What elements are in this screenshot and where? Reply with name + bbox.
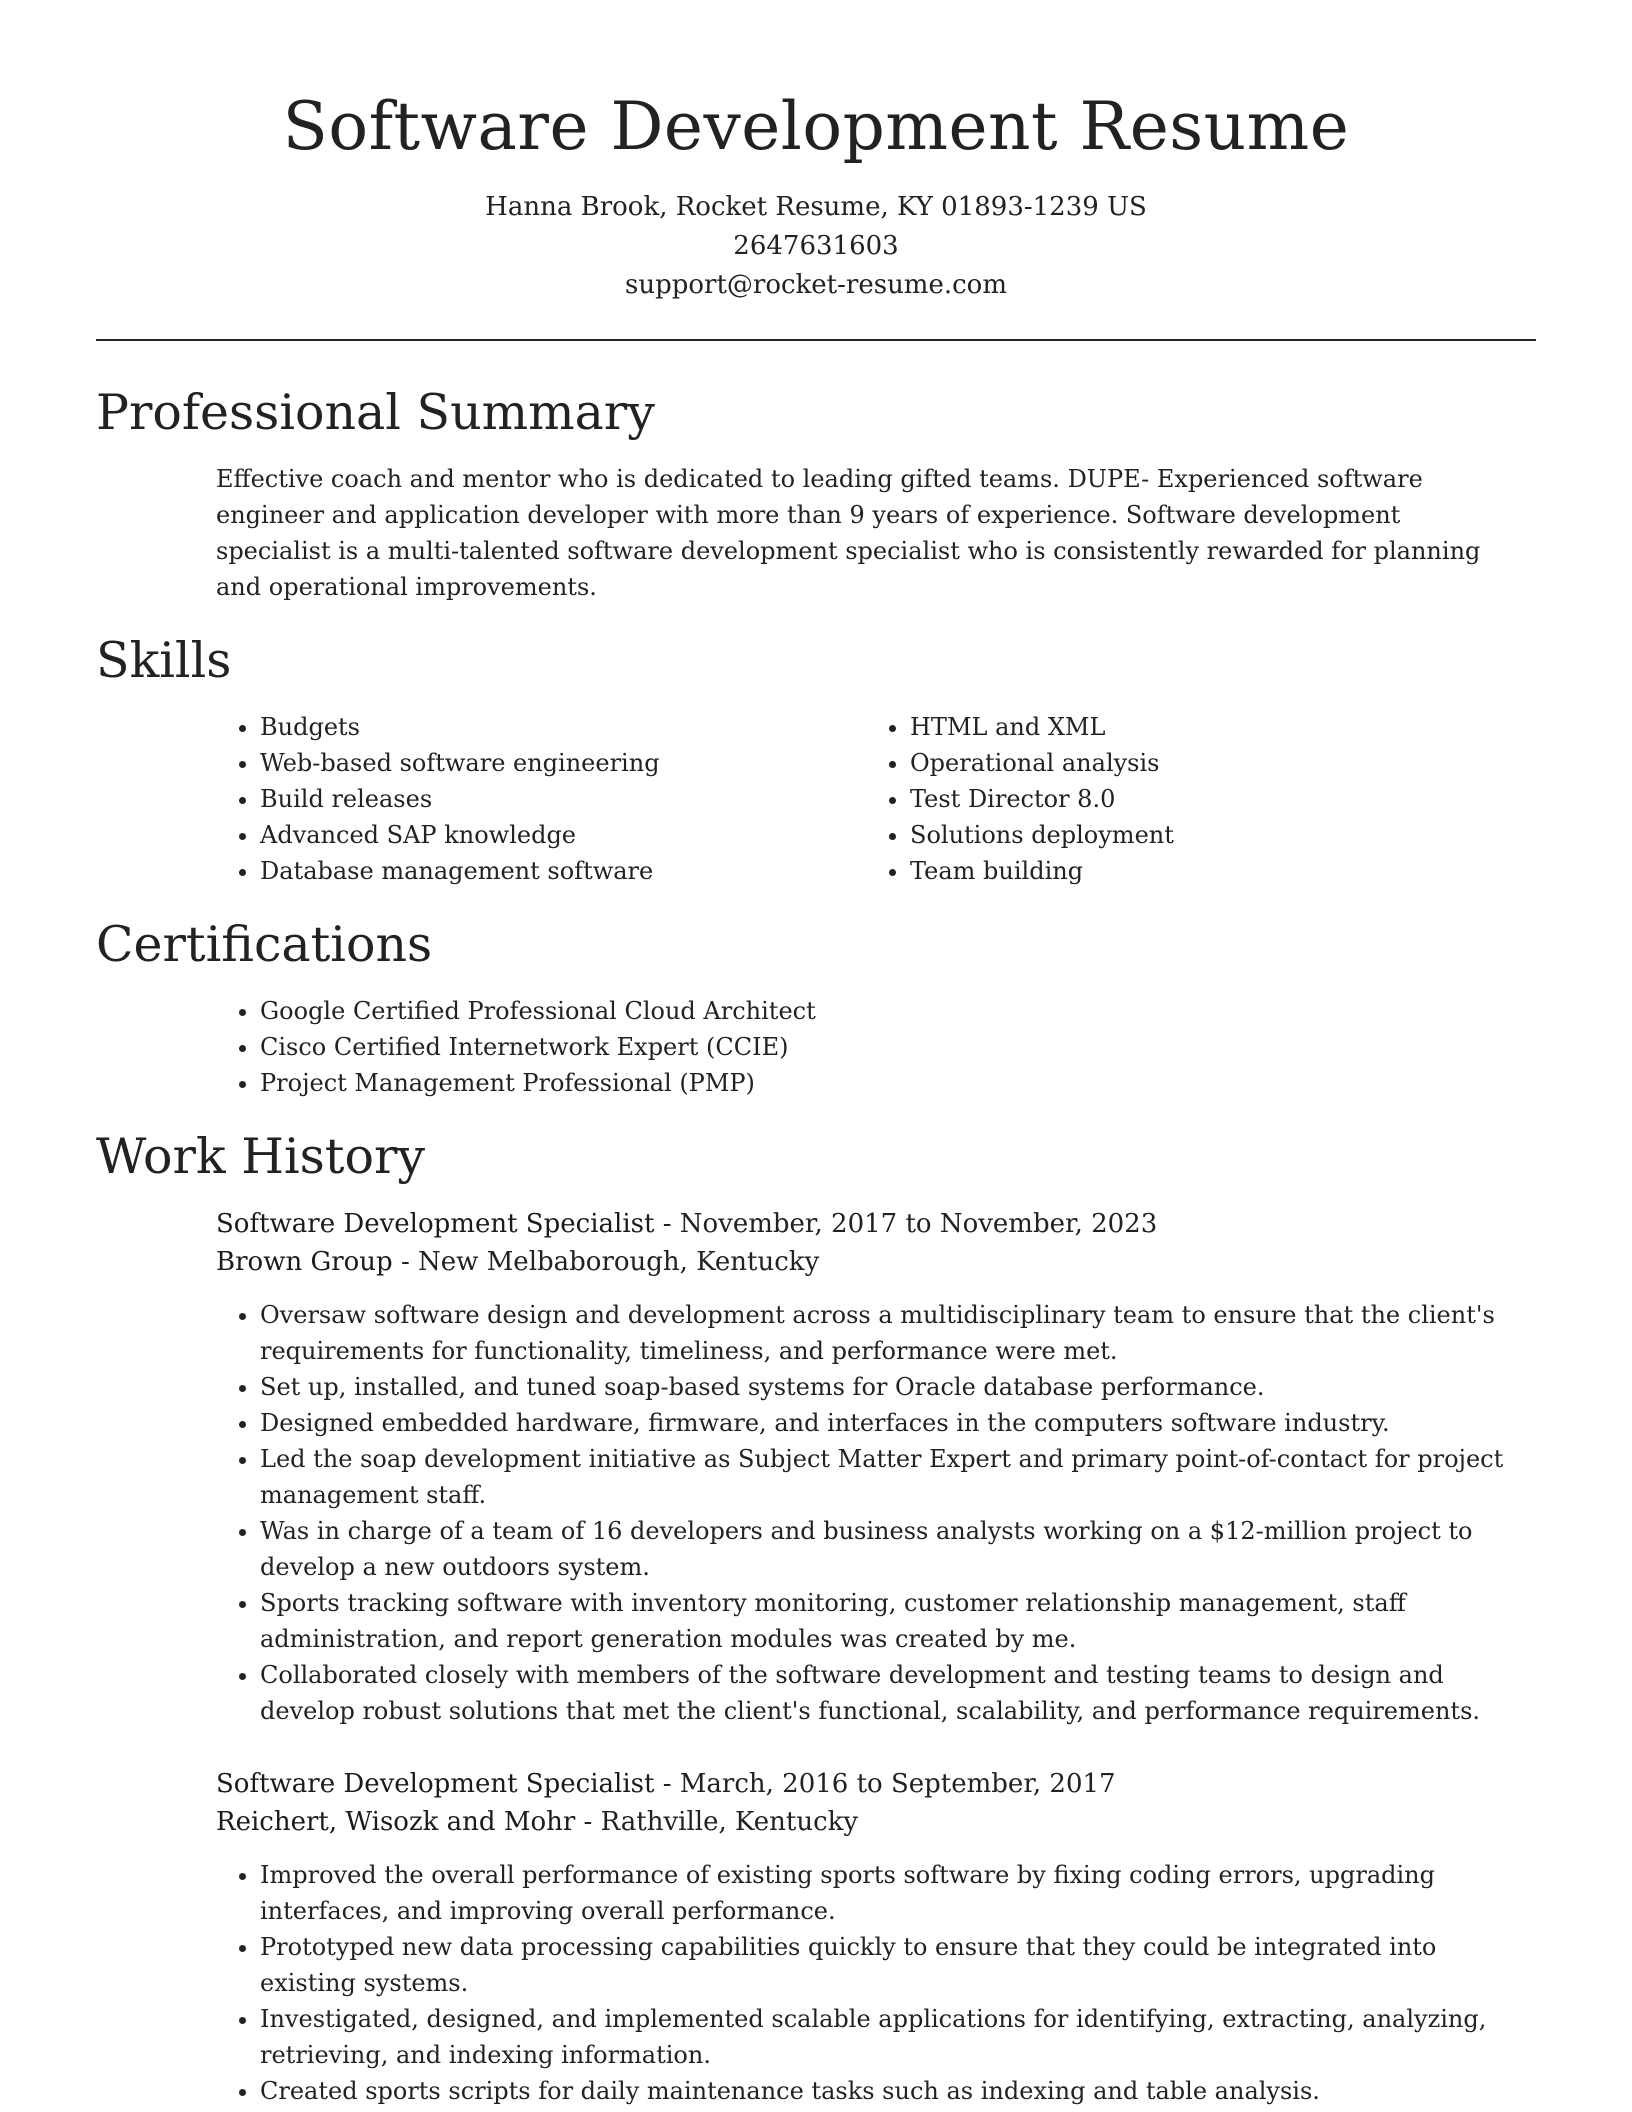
skill-item: • Build releases xyxy=(260,781,866,817)
work-history-heading: Work History xyxy=(96,1128,426,1185)
contact-address: Hanna Brook, Rocket Resume, KY 01893-1239 US xyxy=(485,192,1147,222)
skill-item: • Web-based software engineering xyxy=(260,745,866,781)
certifications-list xyxy=(216,993,1536,1101)
skill-item: • HTML and XML xyxy=(910,709,1430,745)
job-company-line xyxy=(216,1803,1536,1841)
job-title: Software Development Specialist xyxy=(216,1209,655,1239)
job-bullet: • Led the soap development initiative as Subject Matter Expert and primary point-of-contact for project management staff. xyxy=(260,1441,1536,1513)
job-bullet: • Collaborated closely with members of the software development and testing teams to design and develop robust solutions that met the client's functional, scalability, and performance requirements. xyxy=(260,1657,1536,1729)
skills-column-left xyxy=(216,709,866,889)
certification-item: • Google Certified Professional Cloud Architect xyxy=(260,993,1536,1029)
job-dates: March, 2016 to September, 2017 xyxy=(679,1769,1116,1799)
job-bullet: • Designed embedded hardware, firmware, and interfaces in the computers software industry. xyxy=(260,1405,1536,1441)
summary-text: Effective coach and mentor who is dedicated to leading gifted teams. DUPE- Experienced software engineer and application developer with more than 9 years of experience. Software development specialist is a multi-talented software development specialist who is consistently rewarded for planning and operational improvements. xyxy=(216,465,1481,601)
job-bullet: • Was in charge of a team of 16 developers and business analysts working on a $12-million project to develop a new outdoors system. xyxy=(260,1513,1536,1585)
skill-item: • Advanced SAP knowledge xyxy=(260,817,866,853)
certifications-heading: Certifications xyxy=(96,916,433,973)
job-bullet: • Investigated, designed, and implemented scalable applications for identifying, extracting, analyzing, retrieving, and indexing information. xyxy=(260,2001,1536,2073)
skills-column-right xyxy=(866,709,1430,889)
certification-item: • Cisco Certified Internetwork Expert (CCIE) xyxy=(260,1029,1536,1065)
skills-heading: Skills xyxy=(96,632,232,689)
skill-item: • Test Director 8.0 xyxy=(910,781,1430,817)
resume-header xyxy=(96,0,1536,305)
job-location: Rathville, Kentucky xyxy=(600,1807,859,1837)
job-entry xyxy=(216,1765,1536,2109)
skill-item: • Solutions deployment xyxy=(910,817,1430,853)
skill-item: • Operational analysis xyxy=(910,745,1430,781)
job-bullet: • Oversaw software design and development across a multidisciplinary team to ensure that the client's requirements for functionality, timeliness, and performance were met. xyxy=(260,1297,1536,1369)
certification-item: • Project Management Professional (PMP) xyxy=(260,1065,1536,1101)
header-divider xyxy=(96,339,1536,341)
job-bullet: • Prototyped new data processing capabilities quickly to ensure that they could be integrated into existing systems. xyxy=(260,1929,1536,2001)
job-bullet: • Created sports scripts for daily maintenance tasks such as indexing and table analysis. xyxy=(260,2073,1536,2109)
job-bullet: • Set up, installed, and tuned soap-based systems for Oracle database performance. xyxy=(260,1369,1536,1405)
skill-item: • Budgets xyxy=(260,709,866,745)
resume-page xyxy=(96,0,1536,2109)
contact-email: support@rocket-resume.com xyxy=(624,270,1007,300)
job-title-line xyxy=(216,1205,1536,1243)
contact-block xyxy=(96,188,1536,305)
job-dates: November, 2017 to November, 2023 xyxy=(679,1209,1158,1239)
contact-phone: 2647631603 xyxy=(733,231,899,261)
job-separator: - xyxy=(400,1247,419,1277)
job-bullets xyxy=(216,1297,1536,1729)
job-bullets xyxy=(216,1857,1536,2109)
job-separator: - xyxy=(662,1209,680,1239)
job-entry xyxy=(216,1205,1536,1729)
summary-heading: Professional Summary xyxy=(96,384,655,441)
skills-list xyxy=(96,709,1536,889)
skill-item: • Team building xyxy=(910,853,1430,889)
job-location: New Melbaborough, Kentucky xyxy=(418,1247,820,1277)
job-separator: - xyxy=(583,1807,601,1837)
job-bullet: • Sports tracking software with inventory monitoring, customer relationship management, staff administration, and report generation modules was created by me. xyxy=(260,1585,1536,1657)
job-company: Brown Group xyxy=(216,1247,393,1277)
job-company: Reichert, Wisozk and Mohr xyxy=(216,1807,576,1837)
job-bullet: • Improved the overall performance of existing sports software by fixing coding errors, upgrading interfaces, and improving overall performance. xyxy=(260,1857,1536,1929)
resume-title: Software Development Resume xyxy=(282,88,1350,165)
skill-item: • Database management software xyxy=(260,853,866,889)
job-title-line xyxy=(216,1765,1536,1803)
job-company-line xyxy=(216,1243,1536,1281)
job-separator: - xyxy=(662,1769,680,1799)
job-title: Software Development Specialist xyxy=(216,1769,655,1799)
